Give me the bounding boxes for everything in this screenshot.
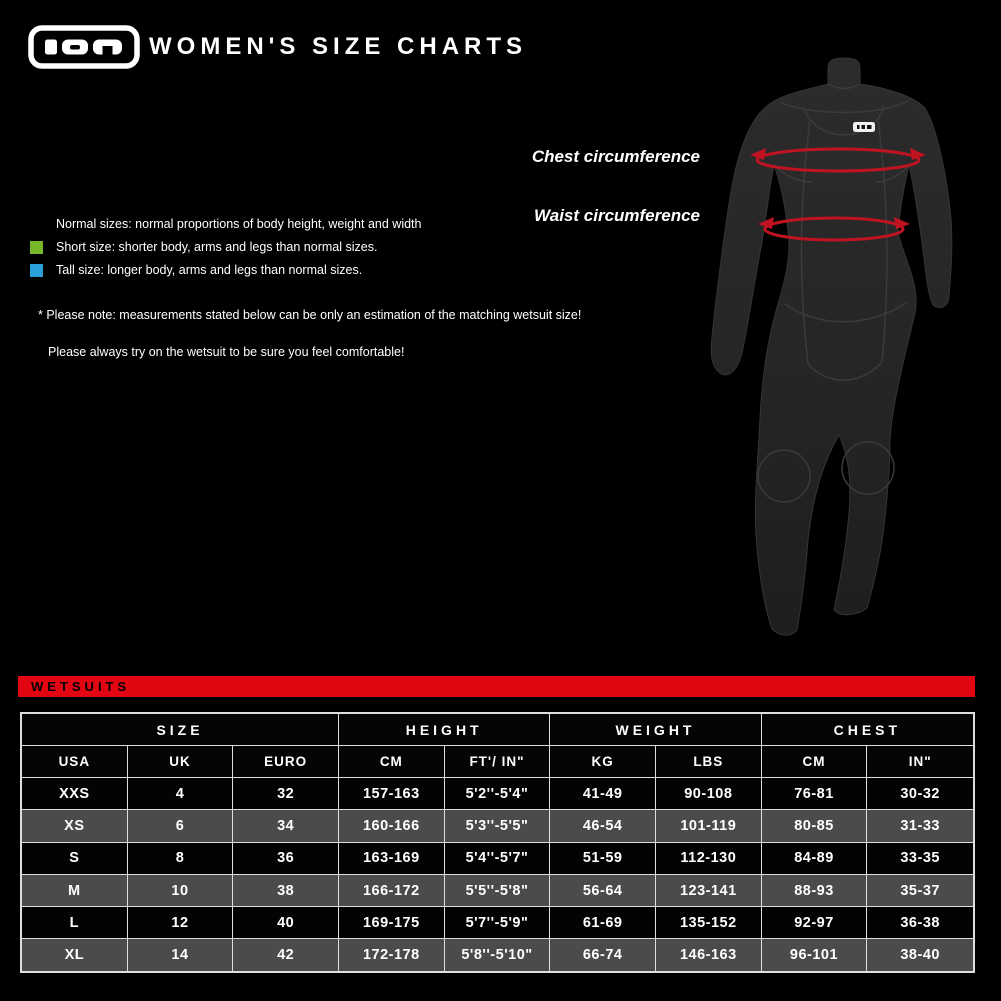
table-row-l	[22, 907, 973, 939]
column-header: FT'/ IN"	[445, 746, 551, 777]
table-cell: 96-101	[762, 939, 868, 970]
table-group-header-row	[22, 714, 973, 746]
table-cell: 135-152	[656, 907, 762, 938]
wetsuits-section-bar	[18, 676, 975, 697]
chest-circumference-label: Chest circumference	[531, 147, 700, 166]
table-cell: 5'4''-5'7"	[445, 843, 551, 874]
table-cell: XS	[22, 810, 128, 841]
table-row-m	[22, 875, 973, 907]
group-header-height: HEIGHT	[339, 714, 550, 745]
table-cell: 172-178	[339, 939, 445, 970]
column-header: CM	[762, 746, 868, 777]
table-cell: 123-141	[656, 875, 762, 906]
table-cell: XXS	[22, 778, 128, 809]
group-header-weight: WEIGHT	[550, 714, 761, 745]
table-row-xl	[22, 939, 973, 970]
table-row-xxs	[22, 778, 973, 810]
group-header-chest: CHEST	[762, 714, 973, 745]
legend-item-tall	[30, 262, 362, 278]
table-row-xs	[22, 810, 973, 842]
table-cell: 6	[128, 810, 234, 841]
table-row-s	[22, 843, 973, 875]
table-cell: 10	[128, 875, 234, 906]
short-size-swatch	[30, 241, 43, 254]
table-cell: 40	[233, 907, 339, 938]
table-cell: 157-163	[339, 778, 445, 809]
table-cell: L	[22, 907, 128, 938]
table-cell: 61-69	[550, 907, 656, 938]
table-cell: 34	[233, 810, 339, 841]
table-cell: 92-97	[762, 907, 868, 938]
table-cell: 38	[233, 875, 339, 906]
table-cell: 32	[233, 778, 339, 809]
table-cell: 46-54	[550, 810, 656, 841]
note-try-on: Please always try on the wetsuit to be sure you feel comfortable!	[48, 345, 405, 359]
page-title: WOMEN'S SIZE CHARTS	[149, 33, 528, 60]
wetsuit-illustration-icon	[688, 56, 995, 648]
tall-size-swatch	[30, 264, 43, 277]
table-cell: 5'7''-5'9"	[445, 907, 551, 938]
table-cell: M	[22, 875, 128, 906]
table-cell: 101-119	[656, 810, 762, 841]
table-cell: 76-81	[762, 778, 868, 809]
column-header: KG	[550, 746, 656, 777]
table-cell: 5'8''-5'10"	[445, 939, 551, 970]
table-cell: 163-169	[339, 843, 445, 874]
legend-swatch-none	[30, 218, 43, 231]
table-cell: 90-108	[656, 778, 762, 809]
legend-item-normal	[30, 216, 421, 232]
table-cell: 169-175	[339, 907, 445, 938]
ion-logo-icon	[28, 25, 140, 69]
table-cell: 56-64	[550, 875, 656, 906]
table-cell: 12	[128, 907, 234, 938]
table-cell: 84-89	[762, 843, 868, 874]
table-cell: 35-37	[867, 875, 973, 906]
table-cell: 80-85	[762, 810, 868, 841]
table-cell: 33-35	[867, 843, 973, 874]
table-cell: 88-93	[762, 875, 868, 906]
table-cell: 36	[233, 843, 339, 874]
wetsuit-figure	[688, 56, 995, 648]
table-cell: 66-74	[550, 939, 656, 970]
group-header-size: SIZE	[22, 714, 339, 745]
table-cell: 112-130	[656, 843, 762, 874]
table-cell: S	[22, 843, 128, 874]
table-cell: 8	[128, 843, 234, 874]
table-cell: 36-38	[867, 907, 973, 938]
table-cell: 41-49	[550, 778, 656, 809]
column-header: LBS	[656, 746, 762, 777]
table-cell: 51-59	[550, 843, 656, 874]
table-column-header-row	[22, 746, 973, 778]
column-header: UK	[128, 746, 234, 777]
wetsuits-section-label: WETSUITS	[31, 679, 131, 694]
note-estimation: * Please note: measurements stated below can be only an estimation of the matching wetsuit size!	[38, 308, 582, 322]
table-cell: 146-163	[656, 939, 762, 970]
ion-logo	[28, 25, 140, 69]
table-cell: 5'2''-5'4"	[445, 778, 551, 809]
legend-label: Short size: shorter body, arms and legs than normal sizes.	[56, 240, 378, 254]
table-cell: 31-33	[867, 810, 973, 841]
legend-label: Tall size: longer body, arms and legs than normal sizes.	[56, 263, 363, 277]
table-cell: 30-32	[867, 778, 973, 809]
legend-label: Normal sizes: normal proportions of body height, weight and width	[56, 217, 422, 231]
table-cell: XL	[22, 939, 128, 970]
table-cell: 166-172	[339, 875, 445, 906]
table-cell: 14	[128, 939, 234, 970]
waist-circumference-label: Waist circumference	[534, 206, 700, 225]
table-cell: 160-166	[339, 810, 445, 841]
column-header: USA	[22, 746, 128, 777]
table-cell: 5'3''-5'5"	[445, 810, 551, 841]
column-header: IN"	[867, 746, 973, 777]
table-cell: 38-40	[867, 939, 973, 970]
table-cell: 42	[233, 939, 339, 970]
column-header: CM	[339, 746, 445, 777]
size-table	[20, 712, 975, 973]
table-cell: 4	[128, 778, 234, 809]
column-header: EURO	[233, 746, 339, 777]
table-cell: 5'5''-5'8"	[445, 875, 551, 906]
legend-item-short	[30, 239, 377, 255]
